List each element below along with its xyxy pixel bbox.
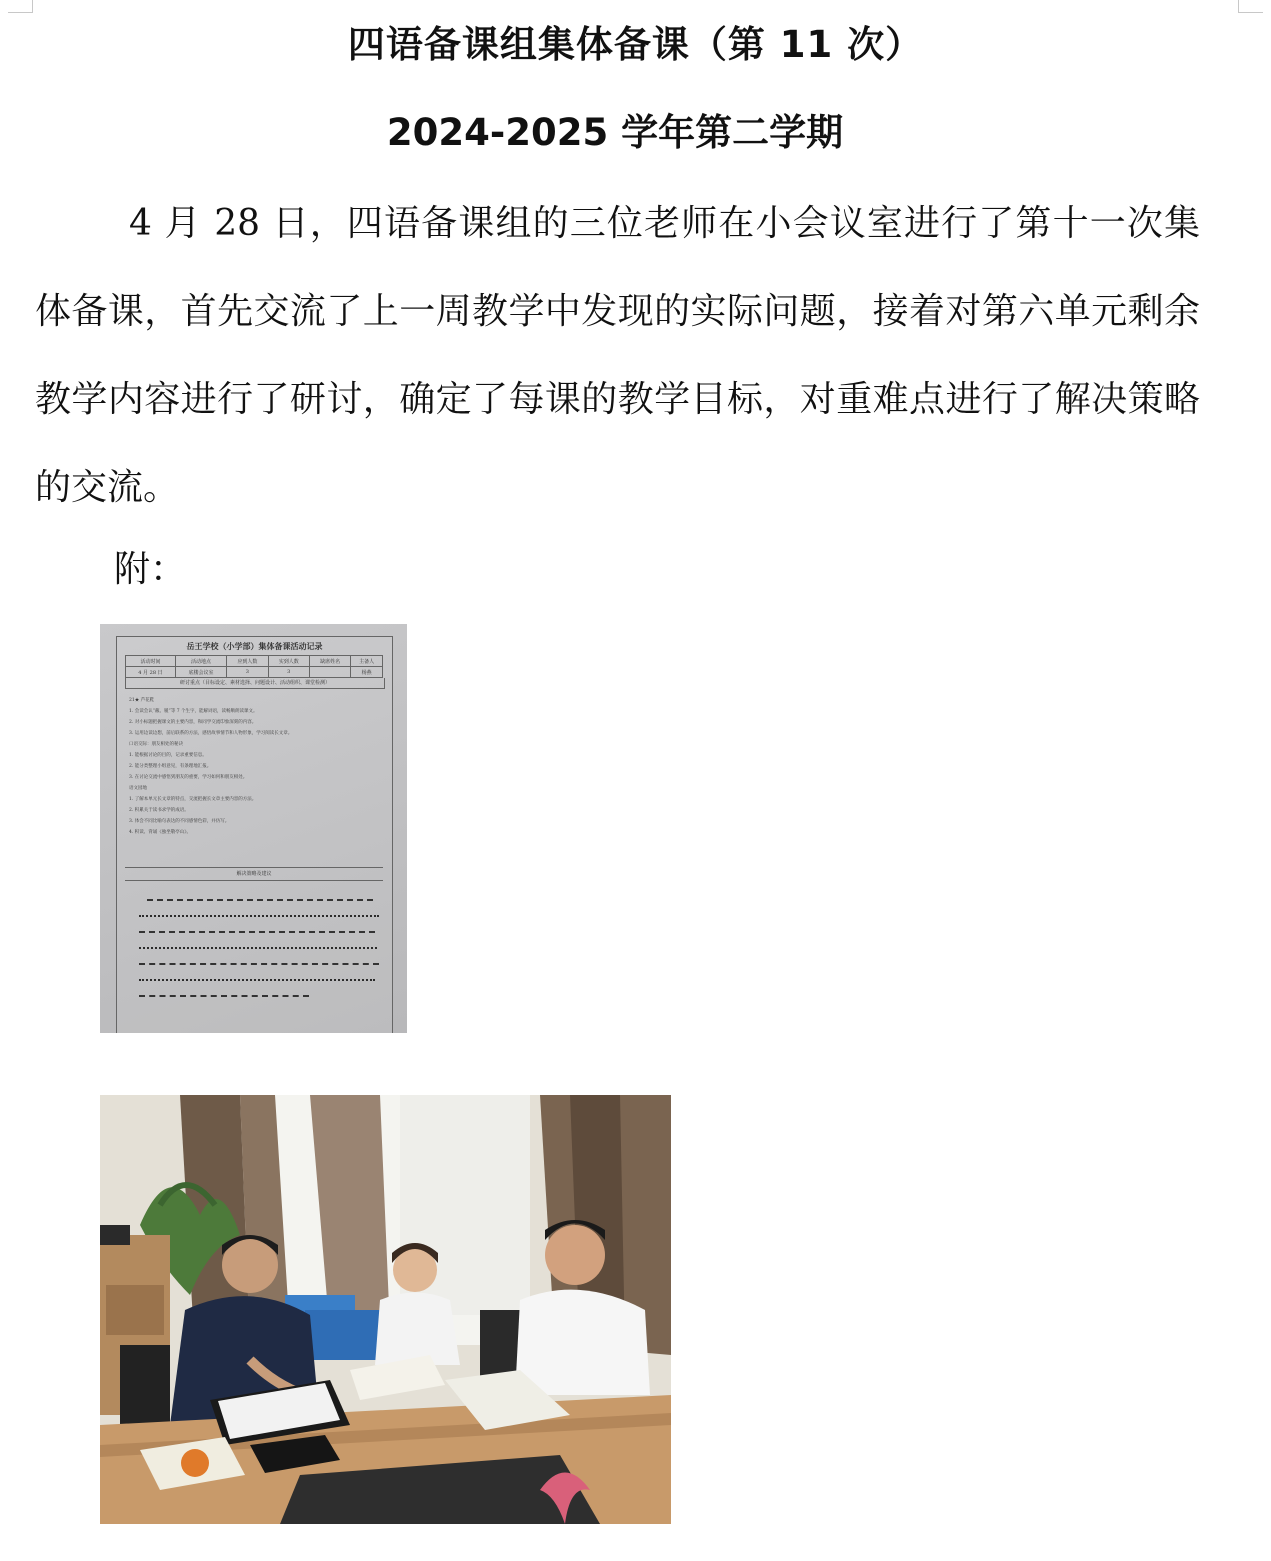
body-paragraph: 4 月 28 日，四语备课组的三位老师在小会议室进行了第十一次集体备课，首先交流了上一周教学中发现的实际问题，接着对第六单元剩余教学内容进行了研讨，确定了每课的教学目标，对重难点进行了解决策略的交流。: [35, 203, 1200, 508]
meeting-photo-illustration: [100, 1095, 671, 1524]
meeting-photo: [100, 1095, 671, 1524]
sheet-line: 2. 积累关于读书求学的成语。: [129, 808, 189, 813]
sheet-line: 21★ 芦花鞋: [129, 698, 155, 703]
document-subtitle: 2024-2025 学年第二学期: [386, 111, 844, 154]
handwriting-stroke: [139, 931, 375, 934]
sheet-line: 语文园地: [129, 786, 147, 791]
sheet-value-cell: 杨燕: [351, 667, 383, 678]
sheet-line: 2. 能分类整理小组意见，有条理地汇报。: [129, 764, 212, 769]
page-corner-mark-left: [8, 0, 33, 13]
sheet-focus-label: 研讨重点（目标设定、素材选择、问题设计、活动组织、课堂检测）: [125, 678, 385, 689]
activity-record-sheet-photo: [100, 624, 407, 1033]
handwriting-stroke: [139, 963, 379, 966]
sheet-line: 2. 对小标题把握课文的主要内容，和同学交流印象深刻的内容。: [129, 720, 257, 725]
sheet-value-cell: 4 月 28 日: [126, 667, 176, 678]
sheet-line: 1. 了解本单元长文章的特点，交流把握长文章主要内容的方法。: [129, 797, 257, 802]
appendix-label: 附：: [114, 549, 187, 590]
sheet-value-cell: [309, 667, 350, 678]
sheet-value-cell: 3: [268, 667, 309, 678]
sheet-header-cell: 应到人数: [227, 656, 268, 667]
sheet-value-cell: 底楼会议室: [175, 667, 226, 678]
sheet-line: 3. 运用边读边想，前后联系的方法，感悟故事情节和人物形象，学习阅读长文章。: [129, 731, 293, 736]
sheet-title: 岳王学校（小学部）集体备课活动记录: [186, 641, 323, 651]
handwriting-stroke: [139, 915, 379, 918]
sheet-header-row: [126, 656, 383, 667]
sheet-line: 1. 能根据讨论的目的，记录重要信息。: [129, 753, 207, 758]
sheet-line: 1. 会读会认“蔽、履”等 7 个生字，能解词语，读畅顺朗读课文。: [129, 709, 258, 714]
handwriting-stroke: [139, 947, 377, 950]
sheet-value-cell: 3: [227, 667, 268, 678]
sheet-solution-label: 解决策略及建议: [125, 867, 383, 881]
handwriting-stroke: [139, 979, 375, 982]
document-title: 四语备课组集体备课（第 11 次）: [347, 23, 924, 66]
sheet-paper: [116, 636, 393, 1033]
sheet-header-cell: 活动地点: [175, 656, 226, 667]
sheet-line: 3. 在讨论交流中感悟到朋友的重要，学习如何和朋友相处。: [129, 775, 248, 780]
sheet-line: 3. 体会不同比喻句表达的不同感情色彩，并仿写。: [129, 819, 230, 824]
sheet-header-cell: 实到人数: [268, 656, 309, 667]
handwriting-stroke: [147, 899, 373, 902]
sheet-value-row: [126, 667, 383, 678]
page-corner-mark-right: [1238, 0, 1263, 13]
sheet-header-cell: 活动时间: [126, 656, 176, 667]
sheet-header-cell: 缺席姓名: [309, 656, 350, 667]
sheet-content-lines: [129, 695, 379, 838]
sheet-header-cell: 主备人: [351, 656, 383, 667]
sheet-info-table: [125, 655, 383, 678]
sheet-line: 4. 积读、背诵《独坐敬亭山》。: [129, 830, 191, 835]
sheet-line: 口语交际：朋友相处的秘诀: [129, 742, 183, 747]
handwriting-stroke: [139, 995, 309, 998]
